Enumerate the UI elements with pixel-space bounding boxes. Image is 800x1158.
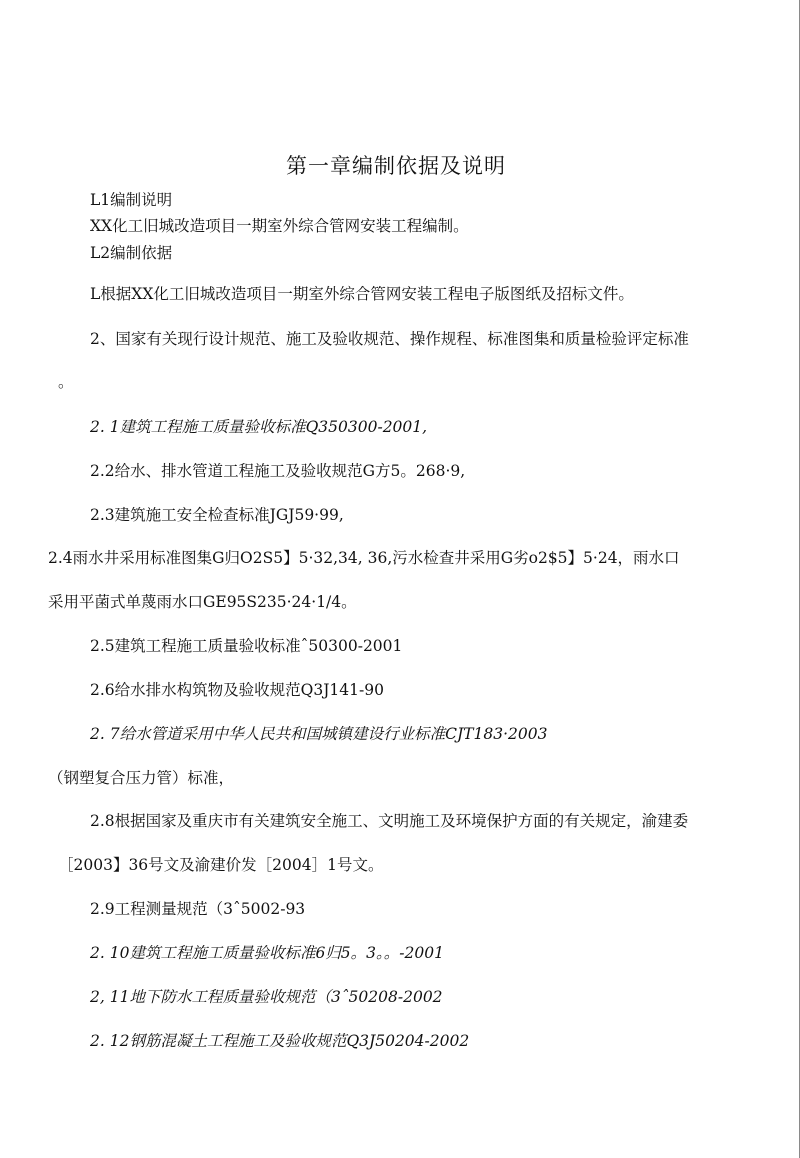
section-1-1-text: XX化工旧城改造项目一期室外综合管网安装工程编制。 (90, 217, 469, 235)
basis-item-2-2: 2.2给水、排水管道工程施工及验收规范G方5。268·9, (90, 462, 466, 480)
section-heading-1-1: L1编制说明 (90, 191, 173, 209)
basis-item-2-7-line1: 2. 7给水管道采用中华人民共和国城镇建设行业标准CJT183·2003 (90, 725, 548, 743)
basis-item-2-8-line1: 2.8根据国家及重庆市有关建筑安全施工、文明施工及环境保护方面的有关规定，渝建委 (90, 812, 689, 830)
basis-item-2-4-line2: 采用平菌式单蔑雨水口GE95S235·24·1/4。 (48, 593, 357, 611)
basis-item-2-6: 2.6给水排水构筑物及验收规范Q3J141-90 (90, 681, 384, 699)
basis-item-2-line2: 。 (58, 373, 74, 391)
basis-item-2-10: 2. 10建筑工程施工质量验收标准6归5。3。。-2001 (90, 944, 444, 962)
basis-item-2-9: 2.9工程测量规范（3ˆ5002-93 (90, 900, 306, 918)
section-heading-1-2: L2编制依据 (90, 244, 173, 262)
basis-item-2-5: 2.5建筑工程施工质量验收标准ˆ50300-2001 (90, 637, 403, 655)
basis-item-2-11: 2, 11地下防水工程质量验收规范（3ˆ50208-2002 (90, 988, 443, 1006)
basis-item-2-4-line1: 2.4雨水井采用标准图集G归O2S5】5·32,34, 36,污水检查井采用G劣o2$5】5·24，雨水口 (48, 549, 680, 567)
basis-item-2-1: 2. 1建筑工程施工质量验收标准Q350300-2001, (90, 418, 428, 436)
basis-item-1: L根据XX化工旧城改造项目一期室外综合管网安装工程电子版图纸及招标文件。 (90, 285, 634, 303)
chapter-title: 第一章编制依据及说明 (286, 154, 506, 178)
basis-item-2-8-line2: ［2003】36号文及渝建价发［2004］1号文。 (58, 856, 384, 874)
basis-item-2-7-line2: （钢塑复合压力管）标准， (48, 769, 235, 787)
basis-item-2-line1: 2、国家有关现行设计规范、施工及验收规范、操作规程、标准图集和质量检验评定标准 (90, 330, 689, 348)
basis-item-2-3: 2.3建筑施工安全检查标准JGJ59·99, (90, 506, 344, 524)
basis-item-2-12: 2. 12钢筋混凝土工程施工及验收规范Q3J50204-2002 (90, 1032, 470, 1050)
